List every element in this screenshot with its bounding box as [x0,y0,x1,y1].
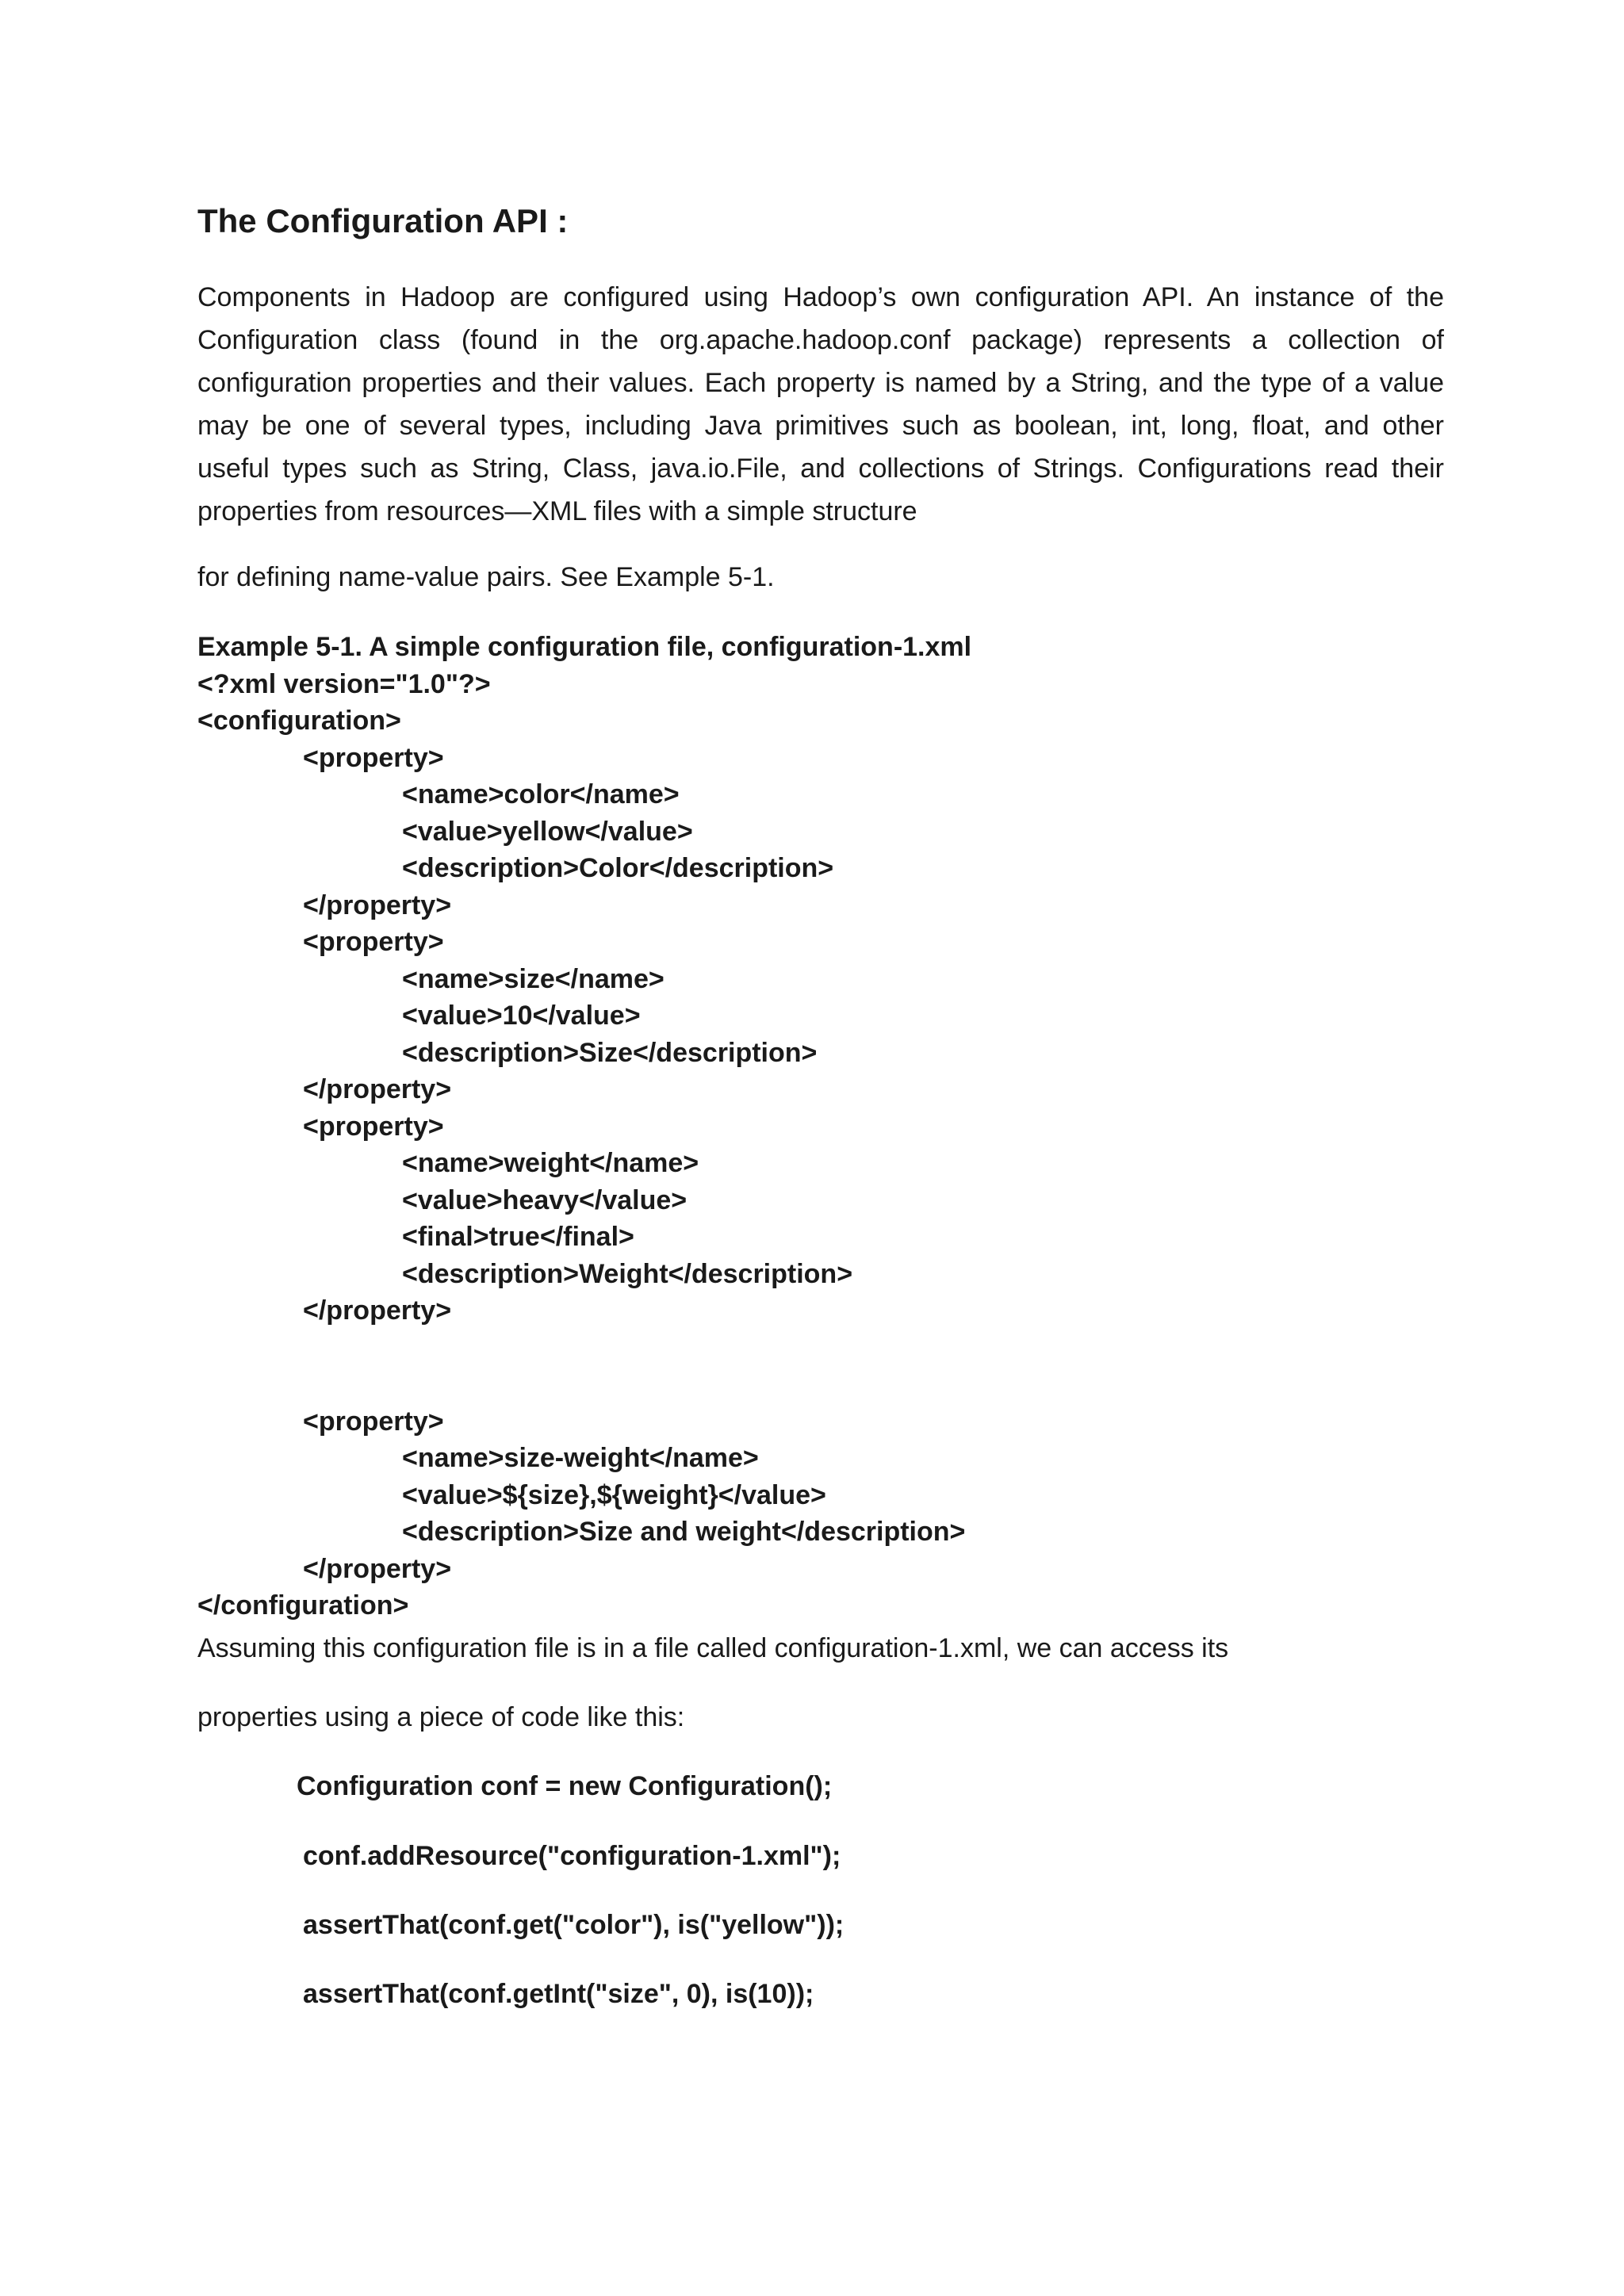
xml-code-line: </property> [303,1295,452,1326]
blank-line [197,1330,1444,1367]
xml-code-line: <final>true</final> [402,1222,634,1252]
xml-code-line: <value>yellow</value> [402,816,693,847]
xml-code-line: <description>Weight</description> [402,1258,853,1289]
intro-line: Configuration class (found in the org.apache.hadoop.conf package) represents a collection of [197,325,1444,355]
xml-code-block [197,666,1444,1624]
java-code-line: Configuration conf = new Configuration(); [297,1771,833,1801]
xml-code-line: <configuration> [197,706,401,736]
xml-code-line: <description>Size</description> [402,1037,818,1068]
xml-code-line: <property> [303,927,444,957]
xml-code-line: <property> [303,1406,444,1437]
xml-code-line: <value>${size},${weight}</value> [402,1479,826,1510]
xml-code-line: <value>10</value> [402,1001,641,1031]
xml-code-line: <description>Size and weight</description> [402,1517,966,1547]
intro-paragraph [197,276,1444,533]
xml-code-line: <name>size-weight</name> [402,1443,759,1473]
section-title: The Configuration API : [197,202,569,239]
xml-code-line: </property> [303,1553,452,1584]
xml-code-line: <description>Color</description> [402,853,834,883]
intro-line: configuration properties and their values. Each property is named by a String, and the type of a value [197,368,1444,398]
java-code-line: assertThat(conf.getInt("size", 0), is(10)); [303,1979,814,2009]
after-code-text: Assuming this configuration file is in a file called configuration-1.xml, we can access its [197,1633,1229,1663]
blank-line [197,1366,1444,1403]
intro-line: useful types such as String, Class, java.io.File, and collections of Strings. Configurations read their [197,453,1444,484]
xml-code-line: <value>heavy</value> [402,1184,688,1215]
intro-continuation: for defining name-value pairs. See Example 5-1. [197,562,775,592]
intro-line: may be one of several types, including Java primitives such as boolean, int, long, float, and other [197,411,1444,441]
xml-code-line: <name>weight</name> [402,1148,699,1178]
intro-line: Components in Hadoop are configured using Hadoop’s own configuration API. An instance of the [197,282,1444,312]
example-caption: Example 5-1. A simple configuration file, configuration-1.xml [197,632,972,662]
intro-line: properties from resources—XML files with a simple structure [197,496,917,526]
page-content [197,0,1444,2296]
after-code-text-2: properties using a piece of code like this: [197,1702,685,1732]
xml-code-line: </property> [303,890,452,920]
xml-example [197,629,1444,1624]
xml-code-line: <name>size</name> [402,963,665,994]
xml-code-line: </property> [303,1074,452,1104]
xml-code-line: <?xml version="1.0"?> [197,668,491,699]
xml-code-line: </configuration> [197,1590,409,1621]
java-code-line: conf.addResource("configuration-1.xml"); [303,1841,841,1871]
xml-code-line: <property> [303,1111,444,1142]
java-code-line: assertThat(conf.get("color"), is("yellow")); [303,1910,845,1940]
xml-code-line: <name>color</name> [402,779,680,809]
xml-code-line: <property> [303,742,444,773]
